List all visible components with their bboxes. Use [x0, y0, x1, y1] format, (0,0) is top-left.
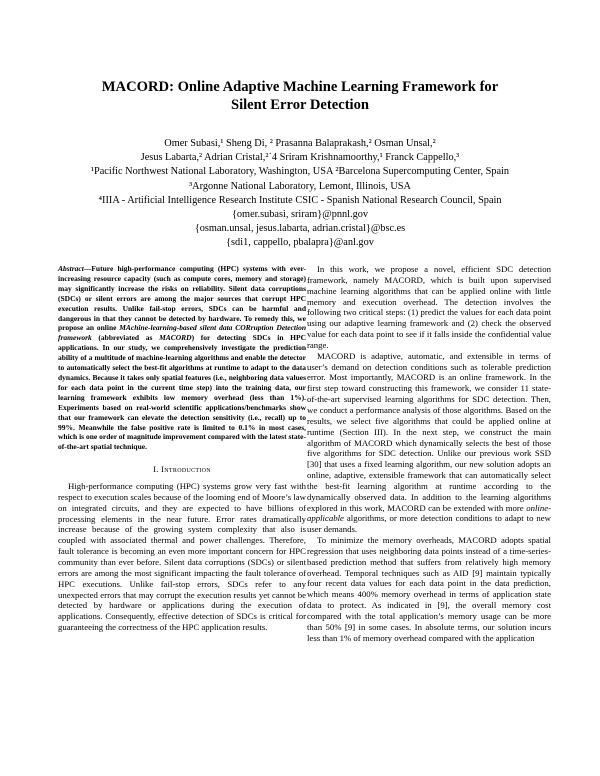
- abstract-text: (abbreviated as: [91, 333, 160, 343]
- abstract-text: ) for detecting SDCs in HPC applications. In our study, we comprehensively investigate the prediction ability of a multitude of machine-learning algorithms and enable the detector to automatically select the best-fit algorithms at runtime to adapt to the data dynamics. Because it takes only spatial features (i.e., neighboring data values for each data point in the current time step) into the training data, our learning framework exhibits low memory overhead (less than 1%). Experiments based on real-world scientific applications/benchmarks show that our framework can elevate the detection sensitivity (i.e., recall) up to 99%. Meanwhile the false positive rate is limited to 0.1% in most cases, which is one order of magnitude improvement compared with the latest state-of-the-art spatial technique.: [58, 333, 306, 452]
- abstract-emphasis: MACORD: [159, 333, 192, 343]
- right-column: [307, 264, 551, 644]
- affiliation-line: ³Argonne National Laboratory, Lemont, Illinois, USA: [189, 180, 411, 192]
- email-line: {sdi1, cappello, pbalapra}@anl.gov: [226, 237, 374, 249]
- body-text: MACORD is adaptive, automatic, and extensible in terms of user’s demand on detection conditions such as tolerable prediction error. Most importantly, MACORD is an online framework. In the first step toward constructing this framework, we consider 11 state-of-the-art supervised learning algorithms for SDC detection. Then, we conduct a performance analysis of those algorithms. Based on the results, we select five algorithms that could be applied online at runtime (Section III). In the next step, we construct the main algorithm of MACORD which dynamically selects the best of those five algorithms for SDC detection. Unlike our previous work SSD [30] that uses a fixed learning algorithm, our new solution adopts an online, adaptive, extensible framework that can automatically select the best-fit learning algorithm at runtime according to the dynamically observed data. In addition to the learning algorithms explored in this work, MACORD can be extended with more: [307, 350, 551, 513]
- body-paragraph: To minimize the memory overheads, MACORD adopts spatial regression that uses neighboring data points instead of a time-series-based prediction method that suffers from relatively high memory overhead. Temporal techniques such as AID [9] maintain typically four recent data values for each data point in the data prediction, which means 400% memory overhead in terms of application state data to protect. As indicated in [9], the overall memory cost compared with the total application’s memory usage can be more than 50% [9] in some cases. In absolute terms, our solution incurs less than 1% of memory overhead compared with the application: [307, 535, 551, 643]
- email-line: {omer.subasi, sriram}@pnnl.gov: [231, 209, 369, 221]
- section-heading: [58, 464, 306, 475]
- author-line: Omer Subasi,¹ Sheng Di, ² Prasanna Balaprakash,² Osman Unsal,²: [164, 138, 436, 149]
- body-text: algorithms, or more detection conditions to adapt to new user demands.: [307, 513, 551, 535]
- abstract-emphasis: MAchine-learning-based silent data CORruption Detection framework: [58, 323, 306, 343]
- affiliation-line: ⁴IIIA - Artificial Intelligence Research Institute CSIC - Spanish National Research Council, Spain: [98, 194, 502, 206]
- title-line-2: Silent Error Detection: [230, 97, 370, 113]
- paper-title: [0, 78, 600, 114]
- body-emphasis: online-applicable: [307, 502, 551, 524]
- abstract-label: Abstract: [58, 264, 84, 273]
- author-block: [40, 137, 560, 251]
- section-number: I.: [153, 464, 159, 475]
- author-line: Jesus Labarta,² Adrian Cristal,²˙4 Sriram Krishnamoorthy,¹ Franck Cappello,³: [140, 152, 460, 164]
- intro-paragraph: High-performance computing (HPC) systems grow very fast with respect to execution scales because of the looming end of Moore’s law on integrated circuits, and they are expected to have billions of processing elements in the near future. Error rates dramatically increase because of the growing system complexity that also is coupled with associated thermal and power challenges. Therefore, fault tolerance is becoming an even more important concern for HPC community than ever before. Silent data corruptions (SDCs) or silent errors are among the most significant impacting the fault tolerance of HPC executions. Unlike fail-stop errors, SDCs refer to any unexpected errors that may corrupt the execution results yet cannot be detected by hardware or applications during the execution of applications. Consequently, effective detection of SDCs is critical for guaranteeing the correctness of the HPC application results.: [58, 481, 306, 633]
- left-column: [58, 264, 306, 633]
- email-line: {osman.unsal, jesus.labarta, adrian.cristal}@bsc.es: [194, 223, 406, 235]
- section-title: Introduction: [161, 464, 211, 475]
- body-paragraph: In this work, we propose a novel, efficient SDC detection framework, namely MACORD, which is built upon supervised machine learning algorithms that can be applied online with little memory and execution overhead. The detection involves the following two critical steps: (1) predict the values for each data point using our adaptive learning framework and (2) check the observed value for each data point to see if it falls inside the confidential value range.: [307, 264, 551, 350]
- affiliation-line: ¹Pacific Northwest National Laboratory, Washington, USA ²Barcelona Supercomputing Center, Spain: [90, 166, 510, 178]
- abstract: [58, 264, 306, 452]
- title-line-1: MACORD: Online Adaptive Machine Learning Framework for: [101, 79, 499, 95]
- abstract-text: —Future high-performance computing (HPC) systems with ever-increasing resource capacity (such as compute cores, memory and storage) may significantly increase the risks on reliability. Silent data corruptions (SDCs) or silent errors are among the major sources that corrupt HPC execution results. Unlike fail-stop errors, SDCs can be harmful and dangerous in that they cannot be detected by hardware. To remedy this, we propose an online: [58, 264, 306, 333]
- body-paragraph: [307, 351, 551, 535]
